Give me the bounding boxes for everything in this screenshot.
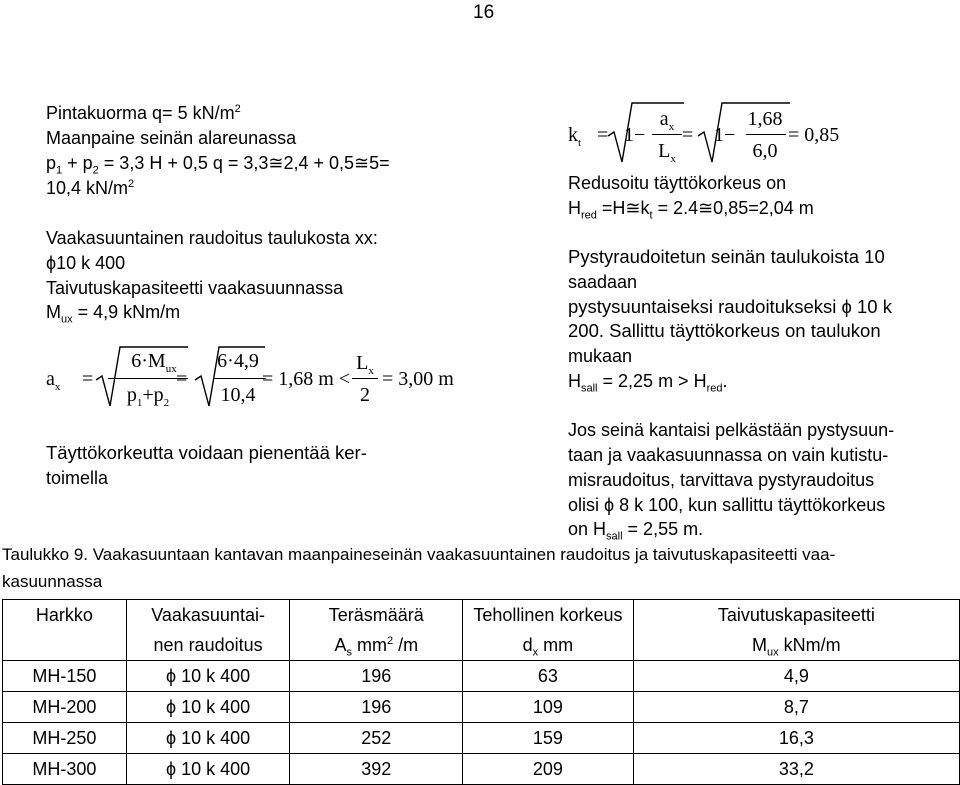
- alt-note-line1: Jos seinä kantaisi pelkästään pystysuun-: [568, 420, 895, 440]
- vertical-reinforcement-line2: saadaan: [568, 272, 638, 292]
- table-row: MH-250 ϕ 10 k 400 252 159 16,3: [3, 723, 960, 754]
- table-row: MH-200 ϕ 10 k 400 196 109 8,7: [3, 692, 960, 723]
- mux-line: $M_{ux} = 4,9$ kNm/m: [46, 302, 181, 326]
- table-row: MH-300 ϕ 10 k 400 392 209 33,2: [3, 754, 960, 785]
- header-reinforcement: Vaakasuuntai- nen raudoitus: [126, 600, 290, 661]
- alt-note-line2: taan ja vaakasuunnassa on vain kutistu-: [568, 445, 889, 465]
- table-row: MH-150 ϕ 10 k 400 196 63 4,9: [3, 661, 960, 692]
- header-harkko: Harkko: [3, 600, 127, 661]
- vertical-reinforcement-line1: Pystyraudoitetun seinän taulukoista 10: [568, 246, 885, 267]
- table-caption-line2: kasuunnassa: [2, 572, 103, 591]
- hred-line: $H_{red}$ $=H≅k_t$ = 2.4≅0,85=2,04 m: [568, 198, 814, 222]
- header-bending-capacity: Taivutuskapasiteetti $M_{ux}$ kNm/m: [633, 600, 959, 661]
- fill-height-note-line2: toimella: [46, 468, 109, 488]
- reinforcement-table: [2, 599, 960, 785]
- reduced-height-line: Redusoitu täyttökorkeus on: [568, 173, 787, 193]
- vertical-reinforcement-line5: mukaan: [568, 346, 633, 366]
- table-caption-line1: Taulukko 9. Vaakasuuntaan kantavan maanpaineseinän vaakasuuntainen raudoitus ja taivutuskapasiteetti vaa-: [2, 545, 836, 564]
- pressure-sum-line: $p_1 + p_2 = 3,3$ H + 0,5 q = 3,3≅2,4 + 0,5≅5=: [46, 153, 390, 177]
- pressure-result-line: 10,4 $kN/m^2$: [46, 178, 135, 198]
- vertical-reinforcement-line4: 200. Sallittu täyttökorkeus on taulukon: [568, 320, 881, 341]
- alt-note-line3: misraudoitus, tarvittava pystyraudoitus: [568, 470, 875, 490]
- bending-capacity-line: Taivutuskapasiteetti vaakasuunnassa: [46, 278, 344, 298]
- hsall-line: $H_{sall} = 2,25$ $m > H_{red}$.: [568, 371, 728, 395]
- header-steel-amount: Teräsmäärä $A_s$ $mm^2$ /m: [290, 600, 463, 661]
- alt-note-line5: on $H_{sall} = 2,55$ m.: [568, 519, 704, 543]
- fill-height-note-line1: Täyttökorkeutta voidaan pienentää ker-: [46, 442, 367, 463]
- surface-load-line: Pintakuorma q= 5 $kN/m^2$: [46, 103, 241, 123]
- table-header-row: [3, 600, 960, 661]
- reinforcement-spec-line: ϕ10 k 400: [46, 253, 126, 273]
- page-number: 16: [473, 2, 495, 23]
- alt-note-line4: olisi ϕ 8 k 100, kun sallittu täyttökorkeus: [568, 495, 886, 515]
- header-effective-depth: Tehollinen korkeus $d_x$ mm: [463, 600, 634, 661]
- earth-pressure-heading: Maanpaine seinän alareunassa: [46, 128, 297, 148]
- horizontal-reinforcement-line: Vaakasuuntainen raudoitus taulukosta xx:: [46, 228, 378, 248]
- vertical-reinforcement-line3: pystysuuntaiseksi raudoitukseksi ϕ 10 k: [568, 296, 892, 317]
